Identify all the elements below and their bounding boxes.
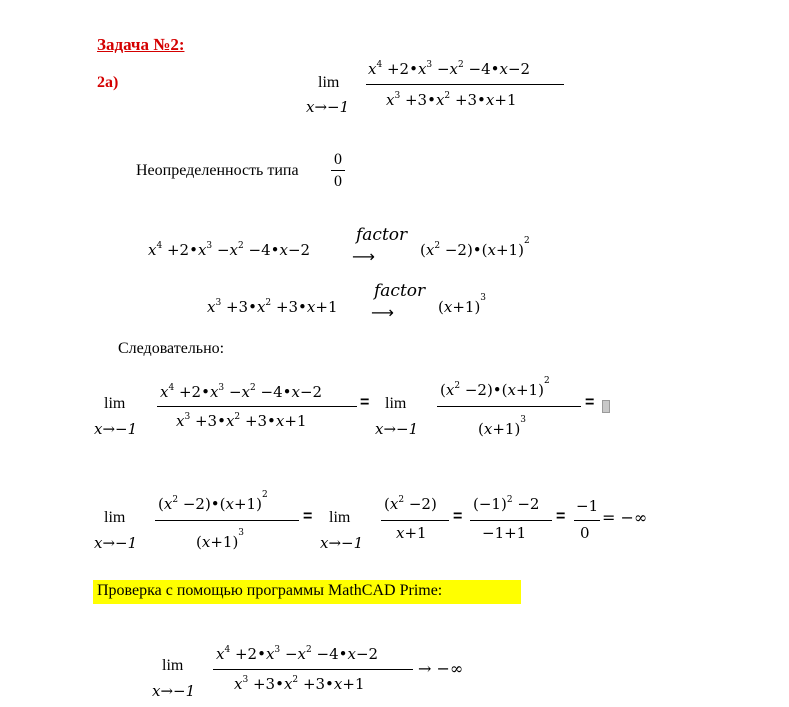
- equals-sign: =: [303, 508, 313, 525]
- factored-numerator: ($x^2$ $-2)•(x+1)^2$: [158, 490, 268, 513]
- therefore-label: Следовательно:: [118, 340, 225, 357]
- factor1-input: $x^4$ $+2•x^3 -x^2$ −4•x−2: [148, 241, 311, 259]
- factor2-keyword: factor: [374, 281, 426, 301]
- final-result: = −∞: [602, 508, 648, 527]
- limit-word: lim: [318, 74, 340, 91]
- equals-sign: =: [453, 508, 463, 525]
- limit-word: lim: [385, 395, 407, 412]
- fraction-bar: [470, 520, 552, 521]
- factor1-keyword: factor: [356, 225, 408, 245]
- zero-denominator: 0: [334, 173, 342, 190]
- limit-word: lim: [104, 509, 126, 526]
- factor2-result: $(x+1)^3$: [438, 293, 487, 316]
- limit-subscript: x→−1: [375, 420, 419, 438]
- indeterminate-label: Неопределенность типа: [136, 162, 299, 179]
- numerator-poly: $x^4$ $+2•x^3 -x^2$ −4•x−2: [160, 383, 323, 401]
- limit-subscript: x→−1: [94, 534, 138, 552]
- evaluated-numerator: −1: [576, 497, 599, 515]
- factored-numerator: ($x^2$ $-2)•(x+1)^2$: [440, 376, 550, 399]
- fraction-bar: [155, 520, 299, 521]
- denominator-poly: $x^3$ $+3•x^2$ +3•x+1: [176, 412, 307, 430]
- fraction-bar: [213, 669, 413, 670]
- limit-subscript: x→−1: [320, 534, 364, 552]
- substituted-numerator: $(-1)^2 -2$: [473, 495, 540, 513]
- limit-subscript: x→−1: [306, 98, 350, 116]
- task-heading: Задача №2:: [97, 35, 185, 54]
- limit-word: lim: [329, 509, 351, 526]
- factored-denominator: $(x+1)^3$: [478, 415, 527, 438]
- limit-subscript: x→−1: [152, 682, 196, 700]
- reduced-numerator: $(x^2 -2)$: [384, 495, 437, 513]
- fraction-bar: [366, 84, 564, 85]
- fraction-bar: [574, 520, 600, 521]
- mathcad-check-banner: [93, 580, 521, 604]
- factored-denominator: $(x+1)^3$: [196, 528, 245, 551]
- substituted-denominator: −1+1: [482, 524, 527, 542]
- factor2-arrow: ⟶: [371, 303, 394, 322]
- zero-fraction-bar: [331, 170, 345, 171]
- numerator-poly: $x^4$ $+2•x^3 -x^2$ −4•x−2: [368, 60, 531, 78]
- fraction-bar: [381, 520, 449, 521]
- zero-numerator: 0: [334, 151, 342, 168]
- limit-word: lim: [162, 657, 184, 674]
- equals-sign: =: [360, 394, 370, 411]
- input-placeholder[interactable]: [602, 400, 610, 413]
- mathcad-check-text: Проверка с помощью программы MathCAD Prime:: [97, 582, 443, 599]
- equals-sign: =: [556, 508, 566, 525]
- factor2-input: $x^3$ $+3•x^2$ +3•x+1: [207, 298, 338, 316]
- fraction-bar: [437, 406, 581, 407]
- limit-subscript: x→−1: [94, 420, 138, 438]
- fraction-bar: [157, 406, 357, 407]
- evaluated-denominator: 0: [580, 524, 590, 542]
- subtask-label: 2а): [97, 74, 119, 91]
- factor1-arrow: ⟶: [352, 247, 375, 266]
- reduced-denominator: x+1: [396, 524, 427, 542]
- denominator-poly: $x^3$ $+3•x^2$ +3•x+1: [386, 91, 517, 109]
- factor1-result: ($x^2$ $-2)•(x+1)^2$: [420, 236, 530, 259]
- denominator-poly: $x^3$ $+3•x^2$ +3•x+1: [234, 675, 365, 693]
- arrow-result: → −∞: [418, 659, 464, 678]
- limit-word: lim: [104, 395, 126, 412]
- numerator-poly: $x^4$ $+2•x^3 -x^2$ −4•x−2: [216, 645, 379, 663]
- equals-sign: =: [585, 394, 595, 411]
